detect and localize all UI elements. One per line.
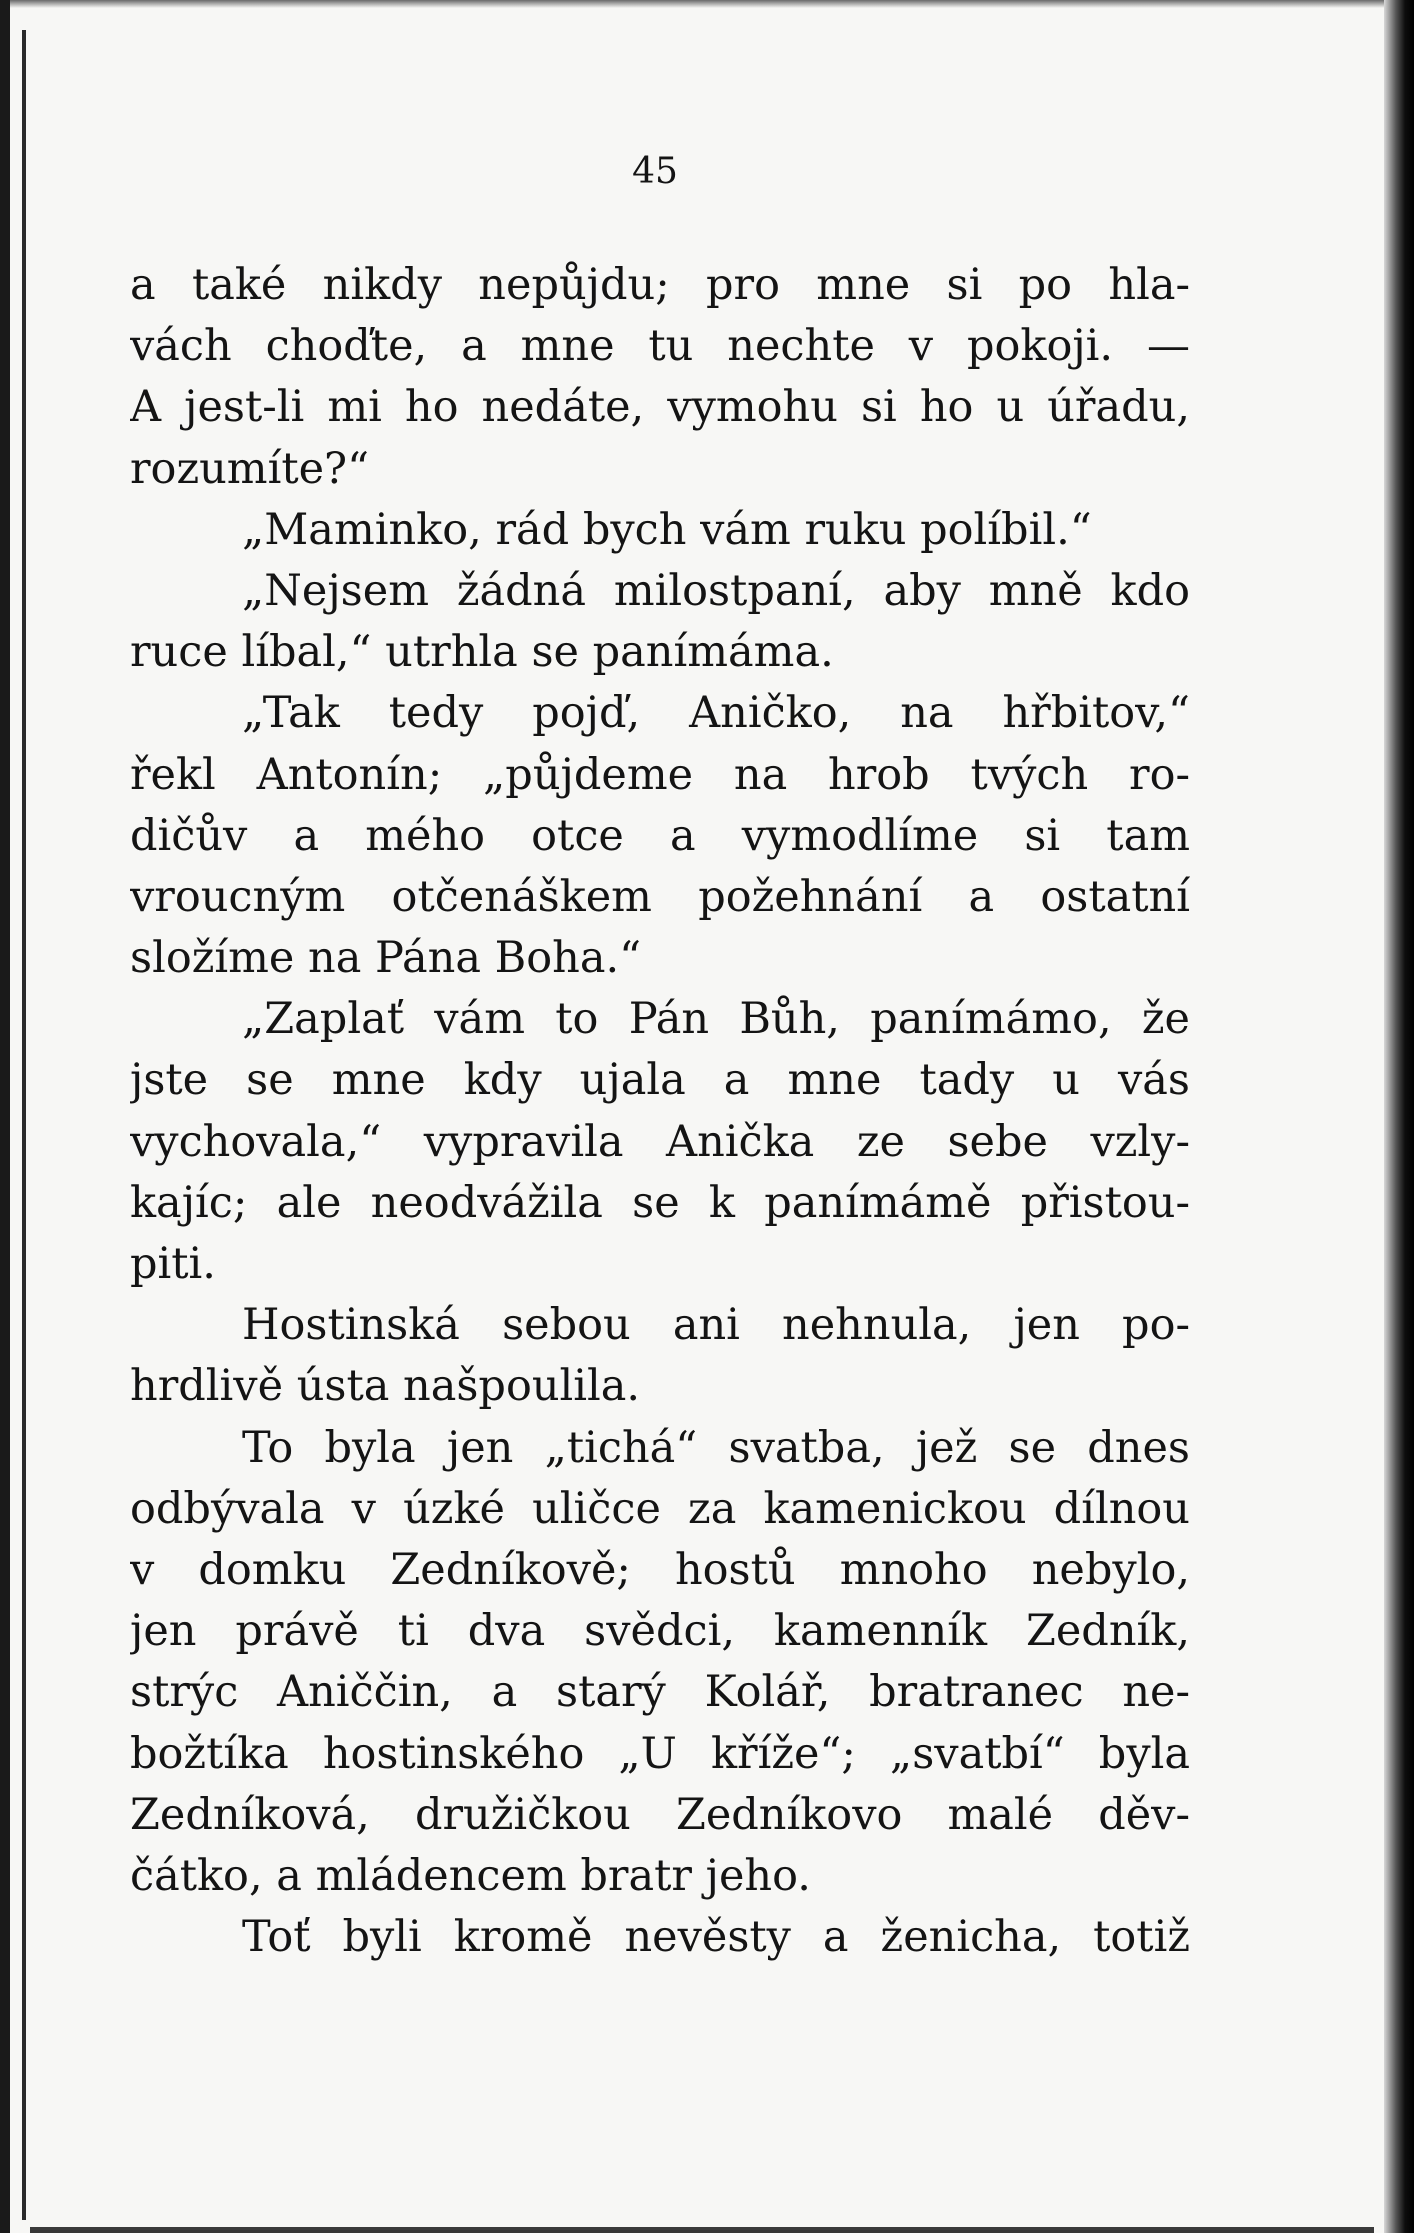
scan-top-edge (0, 0, 1384, 8)
text-line: Zedníková, družičkou Zedníkovo malé děv- (130, 1789, 1190, 1840)
text-line: vychovala,“ vypravila Anička ze sebe vzly- (130, 1116, 1190, 1167)
text-line: piti. (130, 1239, 216, 1289)
text-line: hrdlivě ústa našpoulila. (130, 1361, 641, 1412)
text-line: složíme na Pána Boha.“ (130, 933, 642, 984)
text-line: rozumíte?“ (130, 443, 370, 494)
text-line: řekl Antonín; „půjdeme na hrob tvých ro- (130, 749, 1190, 800)
text-line: jste se mne kdy ujala a mne tady u vás (130, 1055, 1190, 1106)
text-line: „Zaplať vám to Pán Bůh, panímámo, že (242, 994, 1190, 1045)
book-spine-edge (0, 0, 10, 2233)
text-line: strýc Aniččin, a starý Kolář, bratranec ne- (130, 1667, 1190, 1718)
text-line: A jest-li mi ho nedáte, vymohu si ho u úřadu, (130, 382, 1190, 433)
text-line: vách choďte, a mne tu nechte v pokoji. — (130, 321, 1190, 372)
text-line: v domku Zedníkově; hostů mnoho nebylo, (130, 1544, 1190, 1595)
text-line: odbývala v úzké uličce za kamenickou dílnou (130, 1483, 1190, 1534)
book-spine-line (22, 30, 26, 2220)
text-line: božtíka hostinského „U kříže“; „svatbí“ byla (130, 1728, 1190, 1779)
text-line: „Maminko, rád bych vám ruku políbil.“ (242, 504, 1092, 555)
body-text (130, 255, 1190, 1968)
text-line: čátko, a mládencem bratr jeho. (130, 1850, 811, 1901)
scan-bottom-edge (30, 2227, 1374, 2233)
page-number: 45 (632, 151, 678, 192)
text-line: Hostinská sebou ani nehnula, jen po- (242, 1300, 1190, 1351)
scan-right-edge (1384, 0, 1414, 2233)
text-line: jen právě ti dva svědci, kamenník Zedník, (130, 1606, 1190, 1657)
text-line: a také nikdy nepůjdu; pro mne si po hla- (130, 260, 1190, 310)
text-line: kajíc; ale neodvážila se k panímámě přistou- (130, 1177, 1190, 1228)
text-line: To byla jen „tichá“ svatba, jež se dnes (242, 1422, 1190, 1473)
text-line: vroucným otčenáškem požehnání a ostatní (130, 871, 1190, 922)
text-line: „Nejsem žádná milostpaní, aby mně kdo (242, 565, 1190, 616)
text-line: „Tak tedy pojď, Aničko, na hřbitov,“ (242, 688, 1190, 739)
text-line: dičův a mého otce a vymodlíme si tam (130, 810, 1190, 861)
text-line: ruce líbal,“ utrhla se panímáma. (130, 627, 834, 678)
text-line: Toť byli kromě nevěsty a ženicha, totiž (242, 1912, 1190, 1963)
